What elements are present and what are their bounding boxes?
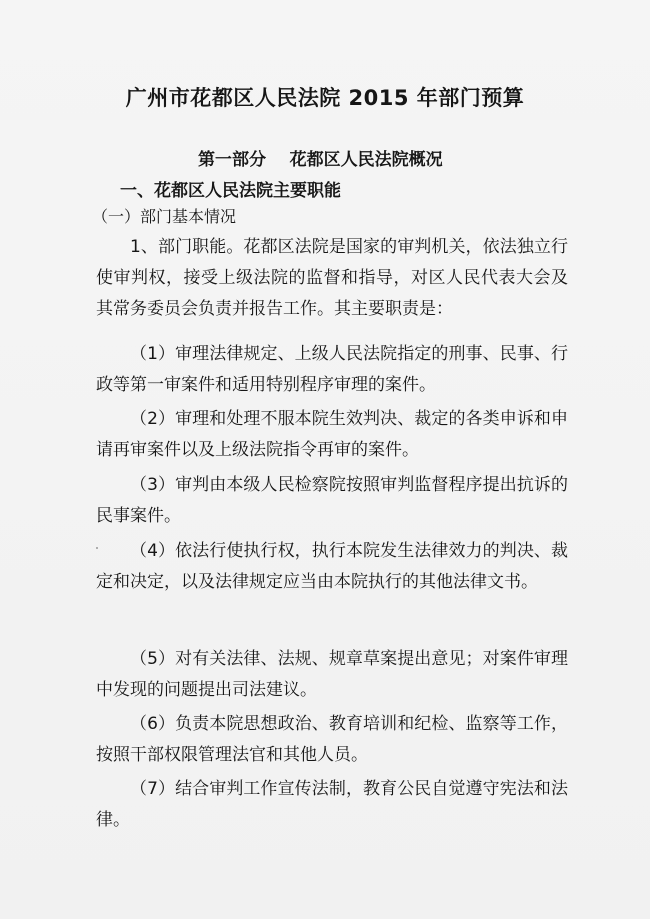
document-title: 广州市花都区人民法院 2015 年部门预算 <box>125 86 525 110</box>
paragraph-duty-7: （7）结合审判工作宣传法制，教育公民自觉遵守宪法和法律。 <box>96 779 568 830</box>
paragraph-duty-2: （2）审理和处理不服本院生效判决、裁定的各类申诉和申请再审案件以及上级法院指令再审的案件。 <box>96 409 568 460</box>
section-heading: 一、花都区人民法院主要职能 <box>120 181 341 201</box>
paragraph-duty-5: （5）对有关法律、法规、规章草案提出意见；对案件审理中发现的问题提出司法建议。 <box>96 649 568 700</box>
paragraph-duties-intro: 1、部门职能。花都区法院是国家的审判机关，依法独立行使审判权，接受上级法院的监督和指导，对区人民代表大会及其常务委员会负责并报告工作。其主要职责是： <box>96 237 568 319</box>
paragraph-duty-3: （3）审判由本级人民检察院按照审判监督程序提出抗诉的民事案件。 <box>96 475 568 526</box>
part-heading: 第一部分 花都区人民法院概况 <box>198 150 443 170</box>
paragraph-duty-4: （4）依法行使执行权，执行本院发生法律效力的判决、裁定和决定，以及法律规定应当由本院执行的其他法律文书。 <box>96 541 568 592</box>
paragraph-duty-6: （6）负责本院思想政治、教育培训和纪检、监察等工作，按照干部权限管理法官和其他人员。 <box>96 714 568 765</box>
scan-speck <box>96 547 98 549</box>
subsection-heading: （一）部门基本情况 <box>92 207 237 226</box>
paragraph-duty-1: （1）审理法律规定、上级人民法院指定的刑事、民事、行政等第一审案件和适用特别程序审理的案件。 <box>96 344 568 395</box>
